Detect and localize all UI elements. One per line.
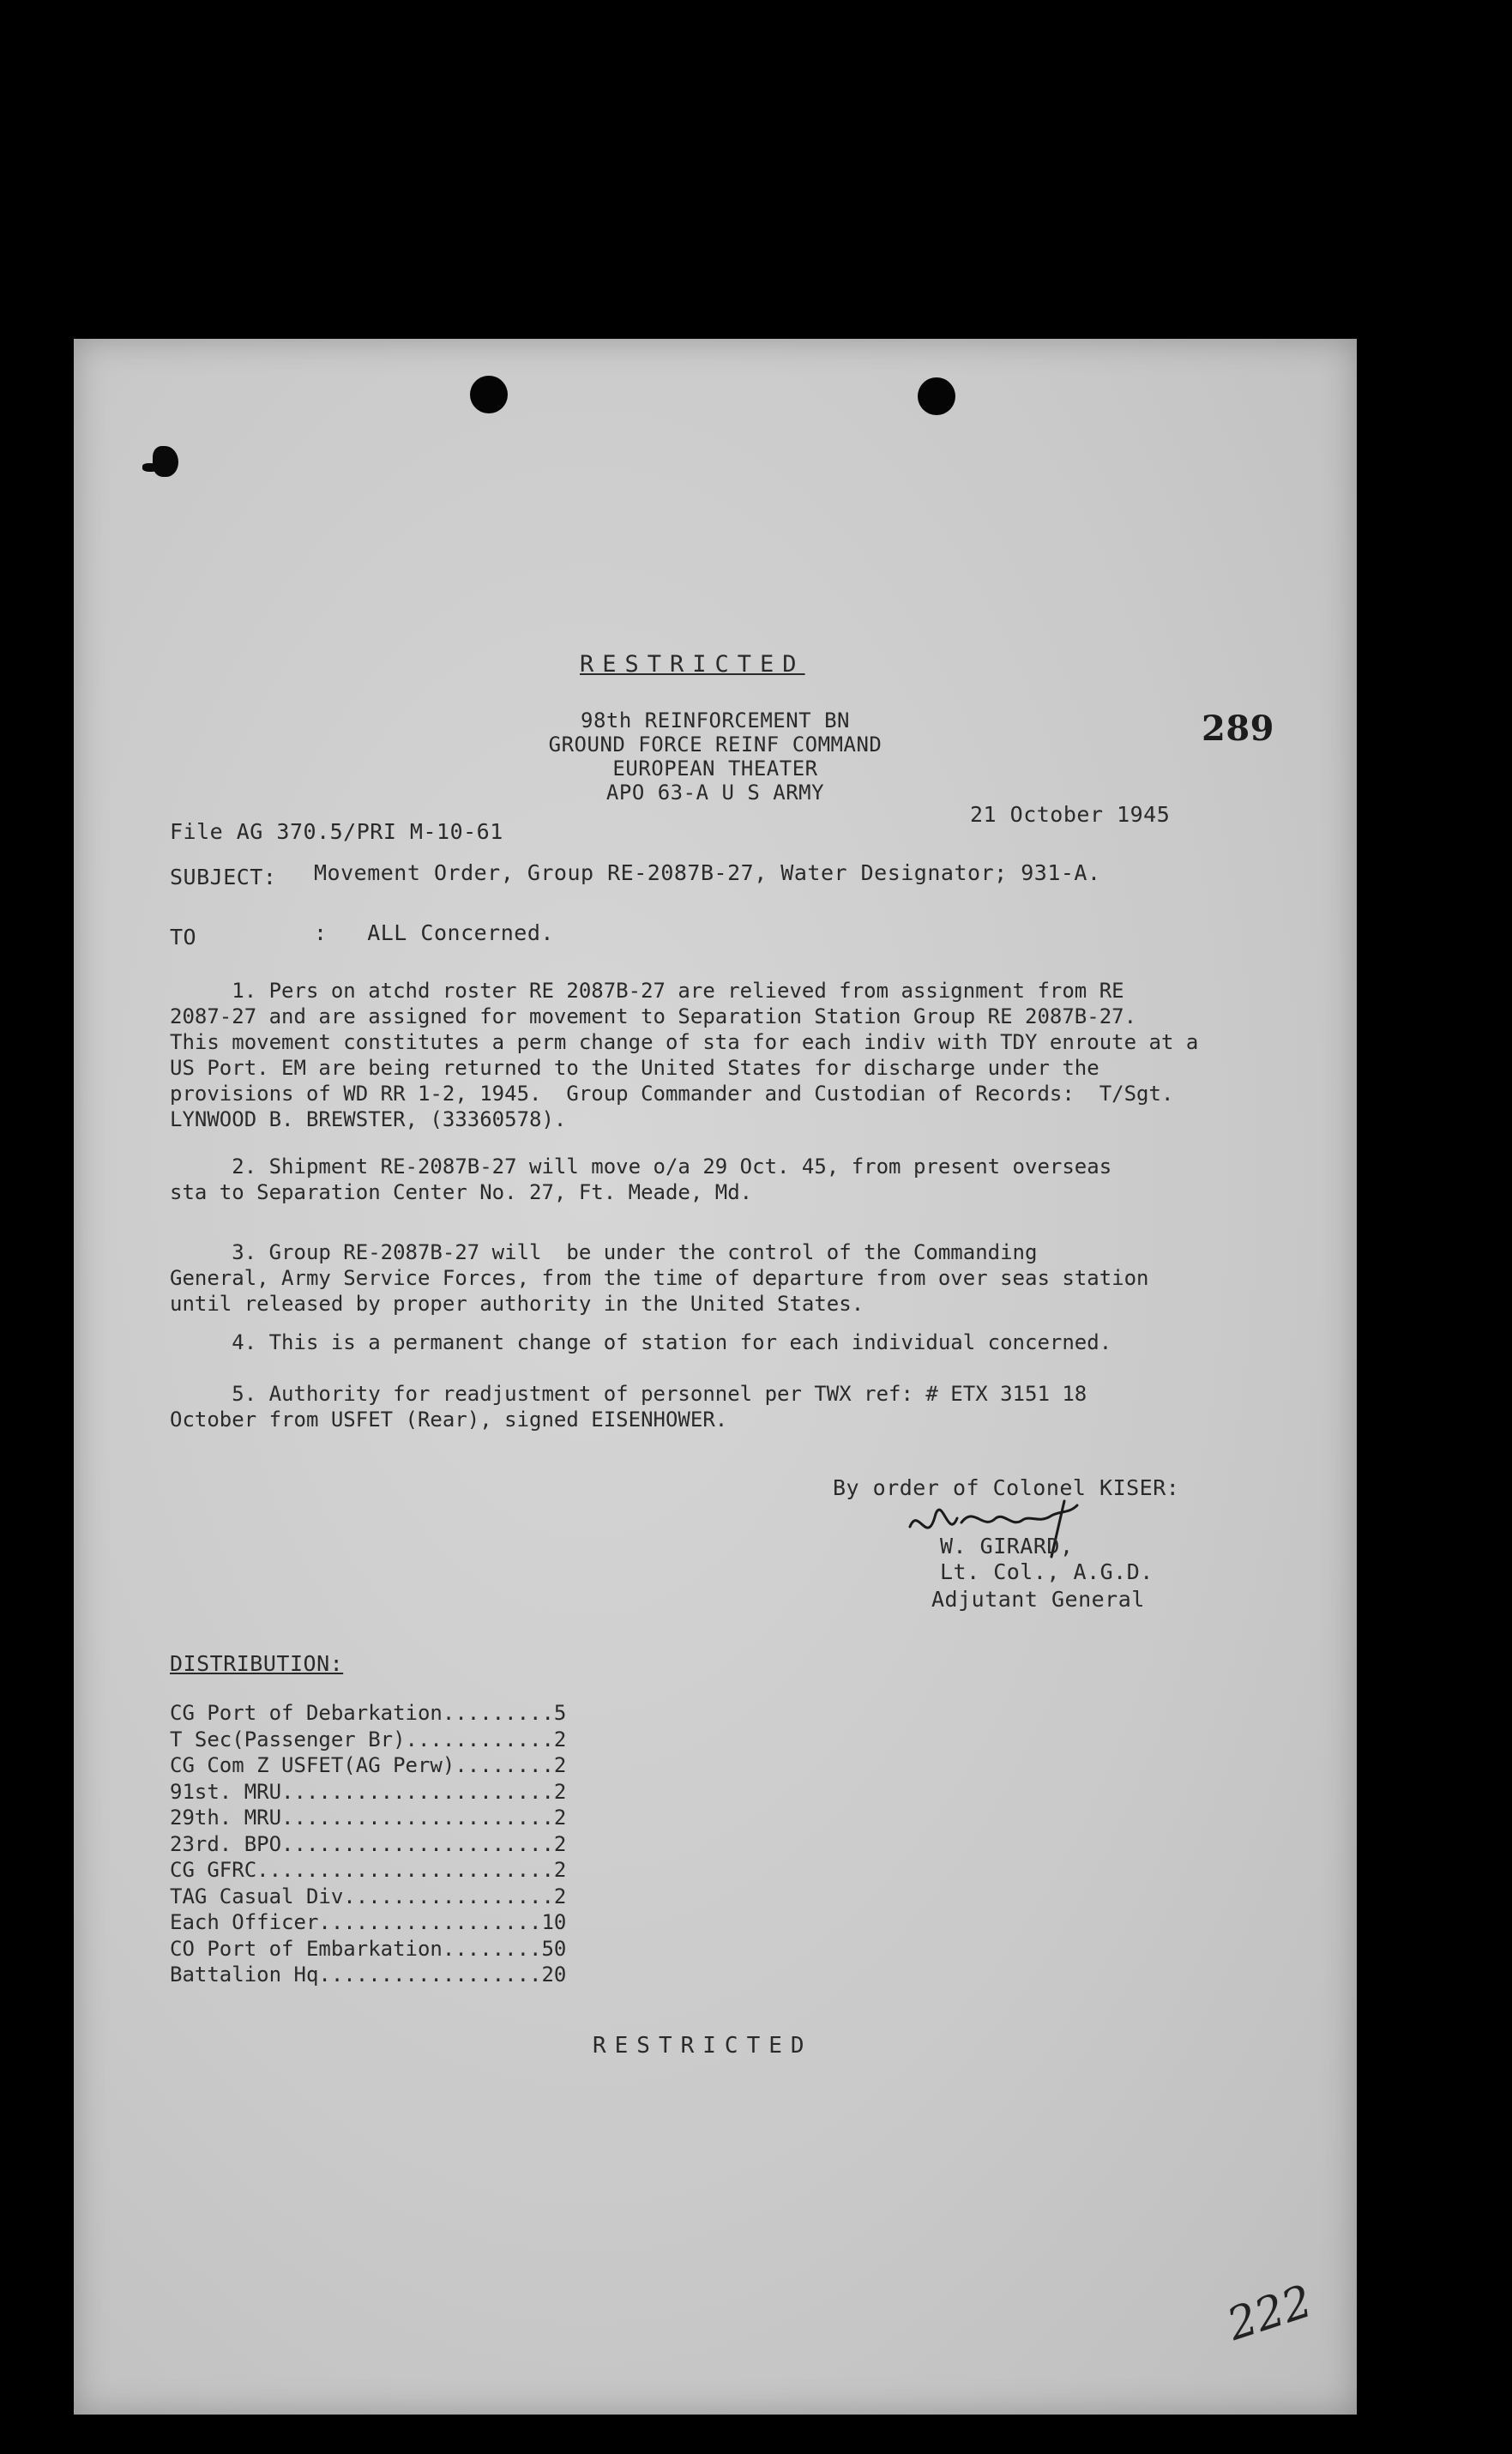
by-order-line: By order of Colonel KISER: bbox=[833, 1475, 1180, 1500]
list-item: CG Com Z USFET(AG Perw)........2 bbox=[170, 1753, 567, 1777]
to-text: : ALL Concerned. bbox=[314, 920, 554, 945]
to-label: TO bbox=[170, 925, 197, 950]
subject-label: SUBJECT: bbox=[170, 865, 277, 889]
paragraph-5: 5. Authority for readjustment of personnel per TWX ref: # ETX 3151 18 October from USFET (Rear), signed EISENHOWER. bbox=[170, 1382, 1087, 1432]
paragraph-4: 4. This is a permanent change of station for each individual concerned. bbox=[170, 1330, 1112, 1354]
header-command: GROUND FORCE REINF COMMAND bbox=[548, 733, 883, 757]
distribution-title: DISTRIBUTION: bbox=[170, 1651, 344, 1676]
distribution-list bbox=[170, 1700, 566, 1988]
list-item: T Sec(Passenger Br)............2 bbox=[170, 1727, 567, 1752]
list-item: Each Officer..................10 bbox=[170, 1910, 567, 1934]
classification-bottom: RESTRICTED bbox=[593, 2033, 813, 2059]
list-item: 91st. MRU......................2 bbox=[170, 1779, 567, 1804]
header-apo: APO 63-A U S ARMY bbox=[605, 781, 825, 805]
classification-top: RESTRICTED bbox=[580, 651, 805, 678]
document-date: 21 October 1945 bbox=[970, 802, 1171, 827]
signer-rank: Lt. Col., A.G.D. bbox=[940, 1559, 1154, 1584]
signer-title: Adjutant General bbox=[931, 1587, 1145, 1612]
handwritten-page-number: 222 bbox=[1221, 2276, 1319, 2351]
punch-hole-left bbox=[470, 376, 508, 413]
subject-text: Movement Order, Group RE-2087B-27, Water Designator; 931-A. bbox=[314, 860, 1101, 885]
paragraph-2: 2. Shipment RE-2087B-27 will move o/a 29 Oct. 45, from present overseas sta to Separation Center No. 27, Ft. Meade, Md. bbox=[170, 1155, 1112, 1204]
list-item: CO Port of Embarkation........50 bbox=[170, 1936, 567, 1961]
page-number: 289 bbox=[1202, 708, 1274, 749]
ink-blot-small bbox=[142, 463, 160, 472]
punch-hole-right bbox=[918, 377, 955, 415]
document-page bbox=[74, 339, 1357, 2415]
list-item: 23rd. BPO......................2 bbox=[170, 1831, 567, 1856]
header-theater: EUROPEAN THEATER bbox=[612, 757, 818, 781]
list-item: TAG Casual Div.................2 bbox=[170, 1884, 567, 1908]
signer-name: W. GIRARD, bbox=[940, 1534, 1074, 1559]
paragraph-3: 3. Group RE-2087B-27 will be under the control of the Commanding General, Army Service Forces, from the time of departure from over seas station until released by proper authority in the United States. bbox=[170, 1240, 1149, 1316]
paragraph-1: 1. Pers on atchd roster RE 2087B-27 are relieved from assignment from RE 2087-27 and are assigned for movement to Separation Station Group RE 2087B-27. This movement constitutes a perm change of sta for each indiv with TDY enroute at a US Port. EM are being returned to the United States for discharge under the provisions of WD RR 1-2, 1945. Group Commander and Custodian of Records: T/Sgt. LYNWOOD B. BREWSTER, (33360578). bbox=[170, 979, 1199, 1131]
list-item: Battalion Hq..................20 bbox=[170, 1963, 567, 1987]
ink-blot bbox=[153, 446, 178, 477]
list-item: 29th. MRU......................2 bbox=[170, 1806, 567, 1830]
list-item: CG GFRC........................2 bbox=[170, 1858, 567, 1882]
list-item: CG Port of Debarkation.........5 bbox=[170, 1701, 567, 1725]
file-reference: File AG 370.5/PRI M-10-61 bbox=[170, 819, 503, 844]
header-unit: 98th REINFORCEMENT BN bbox=[581, 708, 850, 733]
